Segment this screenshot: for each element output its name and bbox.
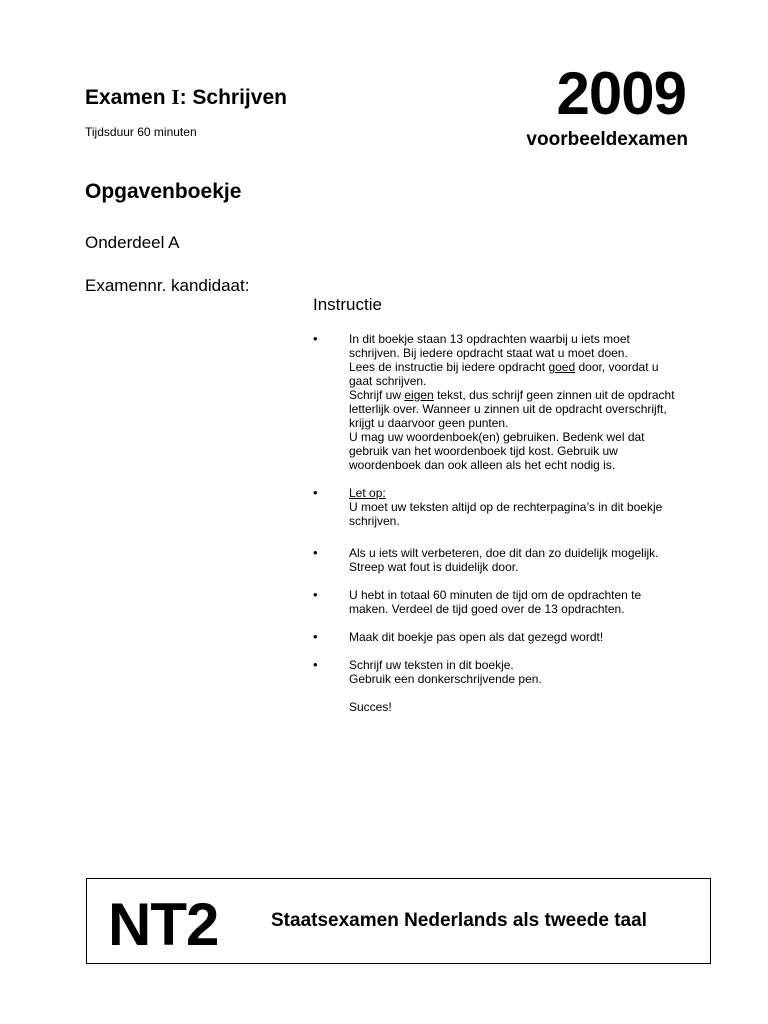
instructions-list (313, 332, 723, 714)
footer-title: Staatsexamen Nederlands als tweede taal (271, 910, 647, 931)
instructions-heading: Instructie (313, 295, 382, 314)
section-label: Onderdeel A (85, 233, 180, 252)
bullet-icon: • (313, 657, 318, 672)
attention-label: Let op: (349, 486, 386, 500)
exam-title-roman: I (171, 85, 180, 109)
instruction-item: • U hebt in totaal 60 minuten de tijd om de opdrachten te maken. Verdeel de tijd goed over de 13 opdrachten. (313, 587, 642, 616)
sample-exam-label: voorbeeldexamen (526, 129, 688, 150)
exam-title (85, 85, 287, 110)
footer-box (86, 878, 711, 964)
closing-wish: Succes! (349, 700, 392, 714)
bullet-icon: • (313, 629, 318, 644)
bullet-icon: • (313, 331, 318, 346)
exam-duration: Tijdsduur 60 minuten (85, 125, 197, 139)
instruction-item: • Schrijf uw teksten in dit boekje. Gebruik een donkerschrijvende pen. Succes! (313, 657, 542, 714)
candidate-number-label: Examennr. kandidaat: (85, 276, 250, 295)
exam-year: 2009 (556, 60, 686, 127)
bullet-icon: • (313, 485, 318, 500)
booklet-title: Opgavenboekje (85, 180, 242, 203)
nt2-logo: NT2 (108, 891, 219, 958)
exam-title-suffix: : Schrijven (179, 86, 287, 109)
bullet-icon: • (313, 545, 318, 560)
underlined-word: eigen (404, 388, 434, 402)
bullet-icon: • (313, 587, 318, 602)
instruction-item: • Als u iets wilt verbeteren, doe dit dan zo duidelijk mogelijk. Streep wat fout is duidelijk door. (313, 545, 659, 574)
exam-title-prefix: Examen (85, 86, 172, 109)
underlined-word: goed (548, 360, 576, 374)
instruction-item: • In dit boekje staan 13 opdrachten waarbij u iets moet schrijven. Bij iedere opdracht staat wat u moet doen. Lees de instructie bij iedere opdracht goed door, voordat u gaat schrijven. Schrijf uw eigen tekst, dus schrijf geen zinnen uit de opdracht letterlijk over. Wanneer u zinnen uit de opdracht overschrijft, krijgt u daarvoor geen punten. U mag uw woordenboek(en) gebruiken. Bedenk wel dat gebruik van het woordenboek tijd kost. Gebruik uw woordenboek dan ook alleen als het echt nodig is. (313, 331, 675, 472)
instruction-item: • Maak dit boekje pas open als dat gezegd wordt! (313, 629, 604, 644)
instruction-item: • Let op: U moet uw teksten altijd op de rechterpagina’s in dit boekje schrijven. (313, 485, 663, 528)
